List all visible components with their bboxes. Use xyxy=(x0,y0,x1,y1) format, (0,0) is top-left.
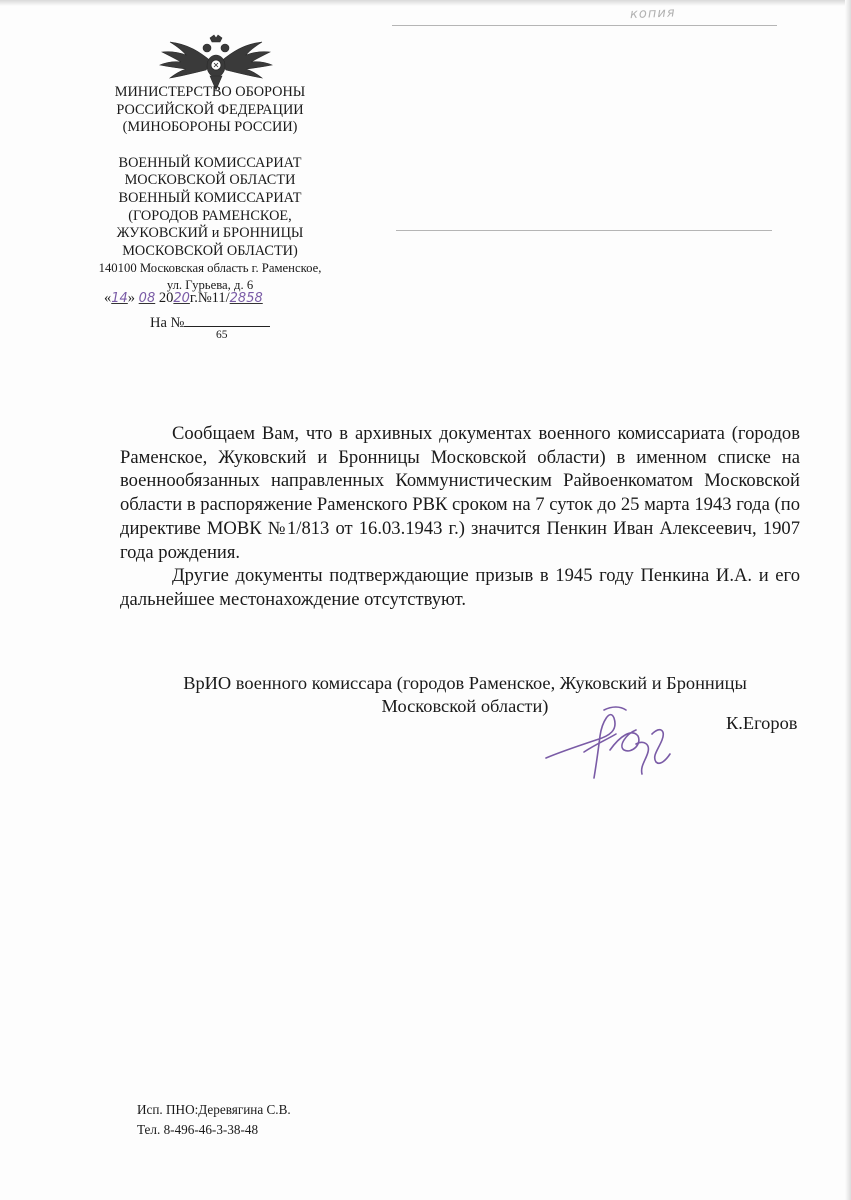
document-date-number xyxy=(104,290,263,307)
signatory-title xyxy=(140,672,790,717)
commissariat-line: МОСКОВСКОЙ ОБЛАСТИ) xyxy=(122,242,298,259)
document-number: 2858 xyxy=(229,291,263,306)
commissariat-line: ВОЕННЫЙ КОМИССАРИАТ xyxy=(118,154,302,171)
address-line: ул. Гурьева, д. 6 xyxy=(166,278,254,293)
body-paragraph: Другие документы подтверждающие призыв в 1945 году Пенкина И.А. и его дальнейшее местонахождение отсутствуют. xyxy=(120,565,800,610)
reference-label: На № xyxy=(150,315,185,331)
ministry-line: РОССИЙСКОЙ ФЕДЕРАЦИИ xyxy=(116,101,304,118)
corner-handwritten-note: копия xyxy=(629,5,676,23)
signatory-name: К.Егоров xyxy=(726,713,798,733)
date-close-quote: » xyxy=(127,290,136,306)
reference-number-row xyxy=(150,312,270,332)
scan-edge-right xyxy=(845,0,851,1200)
copy-number: 65 xyxy=(216,329,228,341)
signatory-title-line: ВрИО военного комиссара (городов Раменское, Жуковский и Бронницы xyxy=(183,673,747,693)
signatory-title-line: Московской области) xyxy=(381,695,549,716)
handwritten-signature xyxy=(540,700,680,790)
date-year-prefix: 20 xyxy=(158,290,174,306)
ruled-line-top xyxy=(392,25,777,26)
commissariat-block xyxy=(60,155,360,261)
ruled-line-bottom xyxy=(396,230,772,231)
date-day: 14 xyxy=(111,291,128,306)
commissariat-line: ЖУКОВСКИЙ и БРОННИЦЫ xyxy=(116,225,304,242)
ministry-line: МИНИСТЕРСТВО ОБОРОНЫ xyxy=(114,84,306,100)
letter-body xyxy=(120,422,800,612)
body-paragraph: Сообщаем Вам, что в архивных документах военного комиссариата (городов Раменское, Жуковский и Бронницы Московской области) в именном списке на военнообязанных направленных Коммунистическим Райвоенкоматом Московской области в распоряжение Раменского РВК сроком на 7 суток до 25 марта 1943 года (по директиве МОВК №1/813 от 16.03.1943 г.) значится Пенкин Иван Алексеевич, 1907 года рождения. xyxy=(120,423,800,563)
date-month: 08 xyxy=(138,291,156,306)
commissariat-line: ВОЕННЫЙ КОМИССАРИАТ xyxy=(118,189,302,206)
address-line: 140100 Московская область г. Раменское, xyxy=(98,261,322,276)
letterhead xyxy=(60,84,360,294)
commissariat-line: (ГОРОДОВ РАМЕНСКОЕ, xyxy=(128,207,292,224)
date-year-suffix: 20 xyxy=(173,291,190,306)
executor-name: Исп. ПНО:Деревягина С.В. xyxy=(137,1102,291,1117)
executor-info xyxy=(137,1100,291,1139)
ministry-line: (МИНОБОРОНЫ РОССИИ) xyxy=(122,119,298,136)
reference-blank xyxy=(184,312,270,327)
date-open-quote: « xyxy=(104,290,112,306)
ministry-block xyxy=(60,84,360,137)
executor-phone: Тел. 8-496-46-3-38-48 xyxy=(137,1121,259,1137)
commissariat-line: МОСКОВСКОЙ ОБЛАСТИ xyxy=(124,172,296,189)
document-number-prefix: г.№11/ xyxy=(189,290,230,306)
